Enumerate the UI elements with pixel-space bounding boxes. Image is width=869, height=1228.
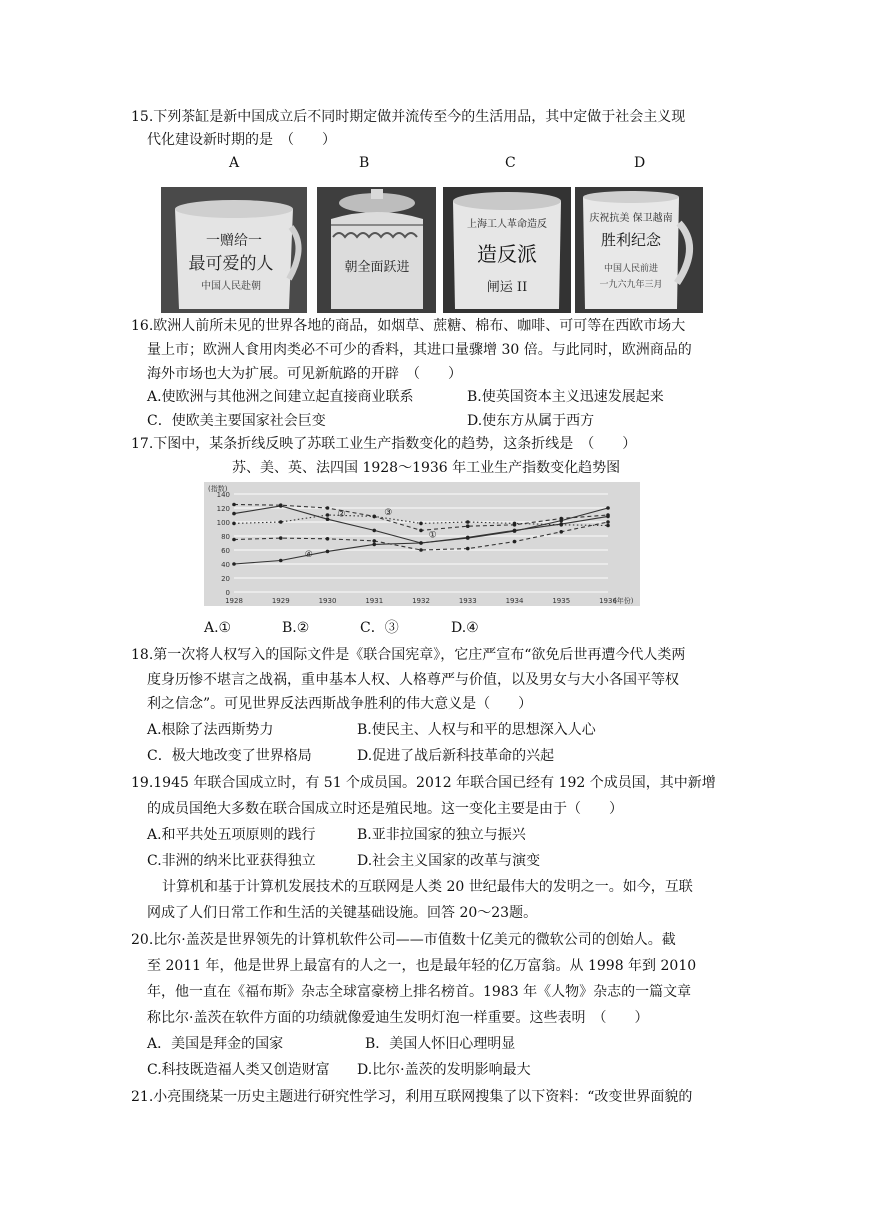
line-chart xyxy=(204,482,640,606)
data-point xyxy=(466,536,470,540)
mug-d-text2: 胜利纪念 xyxy=(600,231,662,249)
data-point xyxy=(513,540,517,544)
chart-title: 苏、美、英、法四国 1928～1936 年工业生产指数变化趋势图 xyxy=(232,460,621,476)
data-point xyxy=(232,522,236,526)
q16-option-c: C．使欧美主要国家社会巨变 xyxy=(147,413,326,429)
mug-d-text1: 庆祝抗美 保卫越南 xyxy=(589,213,673,224)
q18-option-a: A.根除了法西斯势力 xyxy=(147,722,274,738)
data-point xyxy=(559,530,563,534)
q18-line3: 利之信念”。可见世界反法西斯战争胜利的伟大意义是（ ） xyxy=(147,696,533,712)
data-point xyxy=(326,506,330,510)
x-tick-label: 1930 xyxy=(318,597,337,605)
data-point xyxy=(232,512,236,516)
intro-line2: 网成了人们日常工作和生活的关键基础设施。回答 20～23题。 xyxy=(147,905,538,921)
mug-c-text2: 造反派 xyxy=(477,242,537,266)
data-point xyxy=(513,522,517,526)
data-point xyxy=(606,520,610,524)
y-tick-label: 60 xyxy=(221,547,230,555)
data-point xyxy=(326,517,330,521)
mug-c-text3: 闸运 II xyxy=(486,280,528,295)
data-point xyxy=(372,539,376,543)
data-point xyxy=(232,503,236,507)
data-point xyxy=(559,522,563,526)
q20-line1: 20.比尔·盖茨是世界领先的计算机软件公司——市值数十亿美元的微软公司的创始人。截 xyxy=(131,932,676,948)
data-point xyxy=(419,529,423,533)
q18-option-c: C．极大地改变了世界格局 xyxy=(147,748,312,764)
series-label: ③ xyxy=(384,508,393,519)
q15-line1: 15.下列茶缸是新中国成立后不同时期定做并流传至今的生活用品，其中定做于社会主义现 xyxy=(131,109,686,125)
q17-option-c: C．③ xyxy=(360,620,399,636)
y-tick-label: 140 xyxy=(216,491,230,499)
data-point xyxy=(419,522,423,526)
data-point xyxy=(279,520,283,524)
data-point xyxy=(419,548,423,552)
label-a: A xyxy=(229,155,240,171)
data-point xyxy=(279,559,283,563)
x-axis-label: (年份) xyxy=(614,597,634,605)
q20-option-d: D.比尔·盖茨的发明影响最大 xyxy=(357,1062,531,1078)
data-point xyxy=(279,503,283,507)
label-b: B xyxy=(359,155,370,171)
q20-option-c: C.科技既造福人类又创造财富 xyxy=(147,1062,330,1078)
q15-option-labels xyxy=(0,153,869,173)
label-c: C xyxy=(505,155,516,171)
q17-option-d: D.④ xyxy=(451,620,479,636)
data-point xyxy=(606,524,610,528)
q19-option-b: B.亚非拉国家的独立与振兴 xyxy=(357,827,526,843)
series-label: ② xyxy=(337,509,346,520)
q19-line2: 的成员国绝大多数在联合国成立时还是殖民地。这一变化主要是由于（ ） xyxy=(147,801,623,817)
q15-line2: 代化建设新时期的是 （ ） xyxy=(147,132,336,148)
y-tick-label: 20 xyxy=(221,575,230,583)
y-tick-label: 40 xyxy=(221,561,230,569)
series-label: ① xyxy=(428,530,437,541)
q17-line1: 17.下图中，某条折线反映了苏联工业生产指数变化的趋势，这条折线是 （ ） xyxy=(131,436,637,452)
mug-a-text2: 最可爱的人 xyxy=(188,254,274,274)
q16-option-a: A.使欧洲与其他洲之间建立起直接商业联系 xyxy=(147,389,414,405)
data-point xyxy=(372,543,376,547)
mug-c-text1: 上海工人革命造反 xyxy=(467,219,547,230)
q18-option-d: D.促进了战后新科技革命的兴起 xyxy=(357,748,555,764)
q20-line2: 至 2011 年，他是世界上最富有的人之一，也是最年轻的亿万富翁。从 1998 年到 2010 xyxy=(147,958,697,974)
q16-line1: 16.欧洲人前所未见的世界各地的商品，如烟草、蔗糖、棉布、咖啡、可可等在西欧市场大 xyxy=(131,318,686,334)
label-d: D xyxy=(634,155,646,171)
q18-line2: 度身历惨不堪言之战祸，重申基本人权、人格尊严与价值，以及男女与大小各国平等权 xyxy=(147,672,679,688)
q20-line3: 年，他一直在《福布斯》杂志全球富豪榜上排名榜首。1983 年《人物》杂志的一篇文章 xyxy=(147,984,692,1000)
data-point xyxy=(466,524,470,528)
data-point xyxy=(606,515,610,519)
mug-a-text3: 中国人民赴朝 xyxy=(201,281,261,292)
q19-line1: 19.1945 年联合国成立时，有 51 个成员国。2012 年联合国已经有 192 个成员国，其中新增 xyxy=(131,775,716,791)
x-tick-label: 1934 xyxy=(505,597,524,605)
x-tick-label: 1928 xyxy=(225,597,243,605)
x-tick-label: 1932 xyxy=(412,597,430,605)
data-point xyxy=(326,513,330,517)
data-point xyxy=(232,562,236,566)
series-label: ④ xyxy=(304,550,313,561)
q20-option-a: A．美国是拜金的国家 xyxy=(147,1036,284,1052)
q17-option-a: A.① xyxy=(204,620,232,636)
x-tick-label: 1936 xyxy=(599,597,617,605)
industrial-index-chart xyxy=(204,482,640,606)
mug-a-text1: 一赠给一 xyxy=(206,233,262,249)
data-point xyxy=(466,520,470,524)
q19-option-c: C.非洲的纳米比亚获得独立 xyxy=(147,853,316,869)
mug-b-text1: 朝全面跃进 xyxy=(344,260,410,275)
data-point xyxy=(466,547,470,551)
mug-photo-c xyxy=(443,187,571,313)
q16-option-b: B.使英国资本主义迅速发展起来 xyxy=(467,389,664,405)
data-point xyxy=(232,538,236,542)
y-tick-label: 100 xyxy=(216,519,230,527)
y-tick-label: 0 xyxy=(225,589,230,597)
mug-d-text3: 中国人民前进 xyxy=(603,264,659,274)
x-tick-label: 1933 xyxy=(458,597,477,605)
mug-photo-b xyxy=(317,187,436,313)
data-point xyxy=(279,536,283,540)
q18-line1: 18.第一次将人权写入的国际文件是《联合国宪章》，它庄严宣布“欲免后世再遭今代人类两 xyxy=(131,647,686,663)
q19-option-d: D.社会主义国家的改革与演变 xyxy=(357,853,541,869)
data-point xyxy=(513,529,517,533)
q19-option-a: A.和平共处五项原则的践行 xyxy=(147,827,316,843)
mug-photo-a xyxy=(161,187,307,313)
data-point xyxy=(372,529,376,533)
x-tick-label: 1929 xyxy=(271,597,290,605)
q18-option-b: B.使民主、人权与和平的思想深入人心 xyxy=(357,722,596,738)
q20-line4: 称比尔·盖茨在软件方面的功绩就像爱迪生发明灯泡一样重要。这些表明 （ ） xyxy=(147,1010,649,1026)
data-point xyxy=(326,550,330,554)
y-tick-label: 120 xyxy=(216,505,230,513)
y-tick-label: 80 xyxy=(221,533,230,541)
data-point xyxy=(419,541,423,545)
data-point xyxy=(606,506,610,510)
mug-d-text4: 一九六九年三月 xyxy=(599,280,663,290)
x-tick-label: 1931 xyxy=(365,597,384,605)
q20-option-b: B．美国人怀旧心理明显 xyxy=(365,1036,516,1052)
data-point xyxy=(559,517,563,521)
q17-option-b: B.② xyxy=(282,620,310,636)
q16-line3: 海外市场也大为扩展。可见新航路的开辟 （ ） xyxy=(147,366,462,382)
data-point xyxy=(326,537,330,541)
q16-line2: 量上市；欧洲人食用肉类必不可少的香料，其进口量骤增 30 倍。与此同时，欧洲商品的 xyxy=(147,342,692,358)
mug-photo-d xyxy=(575,187,703,313)
x-tick-label: 1935 xyxy=(552,597,571,605)
data-point xyxy=(372,515,376,519)
intro-line1: 计算机和基于计算机发展技术的互联网是人类 20 世纪最伟大的发明之一。如今，互联 xyxy=(162,879,693,895)
q21-line1: 21.小亮围绕某一历史主题进行研究性学习，利用互联网搜集了以下资料：“改变世界面貌的 xyxy=(131,1089,693,1105)
q16-option-d: D.使东方从属于西方 xyxy=(467,413,595,429)
y-axis-label: (指数) xyxy=(208,485,228,493)
